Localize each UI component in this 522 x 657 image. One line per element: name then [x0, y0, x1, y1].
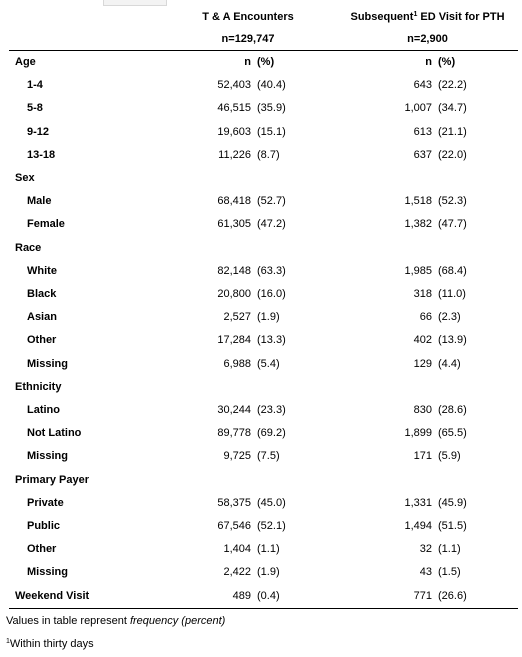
row-label: Not Latino [27, 427, 82, 440]
row-label: Asian [27, 311, 57, 324]
row-label: Public [27, 520, 61, 533]
n-header: n [244, 56, 251, 68]
row-label: White [27, 264, 57, 277]
cell-p1: (52.1) [257, 520, 286, 533]
cell-p1: (52.7) [257, 195, 286, 208]
table-row [9, 445, 518, 468]
cell-p1: (45.0) [257, 496, 286, 509]
table-row [9, 190, 518, 213]
cell-n2: 1,331 [404, 496, 433, 509]
group-label: Ethnicity [15, 380, 62, 393]
cell-p1: (16.0) [257, 288, 286, 301]
table-row [9, 260, 518, 283]
group-label: Primary Payer [15, 473, 89, 486]
cell-p2: (51.5) [438, 520, 467, 533]
group-row-primary-payer [9, 469, 518, 492]
header-row-titles [9, 6, 518, 28]
cell-n1: 52,403 [217, 79, 251, 92]
cell-n1: 489 [159, 585, 251, 609]
cell-n1: 89,778 [217, 427, 251, 440]
col2-title: Subsequent$^1$ ED Visit for PTH [350, 11, 505, 23]
cell-p2: (28.6) [438, 404, 467, 417]
cell-n2: 66 [419, 311, 433, 324]
pct-header: (%) [438, 56, 456, 68]
cell-n1: 17,284 [217, 334, 251, 347]
group-label: Age [15, 56, 36, 68]
cell-n1: 1,404 [223, 543, 251, 556]
col1-title: T & A Encounters [202, 11, 294, 23]
table-row [9, 515, 518, 538]
cell-n1: 19,603 [217, 125, 251, 138]
cell-p1: (15.1) [257, 125, 286, 138]
row-label: Private [27, 496, 64, 509]
cell-p2: (22.2) [438, 79, 467, 92]
row-label: 13-18 [27, 148, 56, 161]
pct-header: (%) [257, 56, 275, 68]
cell-p2: (22.0) [438, 148, 467, 161]
cell-p2: (34.7) [438, 102, 467, 115]
table-row [9, 213, 518, 236]
cell-p1: (1.9) [257, 311, 280, 324]
cell-n1: 68,418 [217, 195, 251, 208]
table-row [9, 144, 518, 167]
cell-p2: (45.9) [438, 496, 467, 509]
table-row [9, 538, 518, 561]
row-label: Male [27, 195, 52, 208]
table-row [9, 121, 518, 144]
cell-n1: 9,725 [223, 450, 251, 463]
cell-p2: (68.4) [438, 264, 467, 277]
footnote-values: Values in table represent frequency (percent) [6, 615, 226, 627]
cell-p1: (23.3) [257, 404, 286, 417]
cell-n1: 30,244 [217, 404, 251, 417]
group-row-age [9, 51, 518, 75]
row-label: Latino [27, 404, 60, 417]
cell-p1: (1.1) [257, 543, 280, 556]
cell-p1: (47.2) [257, 218, 286, 231]
group-label: Sex [15, 172, 35, 185]
table-row-weekend-visit [9, 585, 518, 609]
cell-p1: (69.2) [257, 427, 286, 440]
cell-p2: (11.0) [438, 288, 466, 301]
demographics-table [9, 6, 518, 609]
group-label: Race [15, 241, 42, 254]
table-row [9, 306, 518, 329]
cell-p2: (26.6) [432, 585, 518, 609]
cell-n2: 643 [413, 79, 433, 92]
cell-p2: (52.3) [438, 195, 467, 208]
row-label: Female [27, 218, 65, 231]
row-label: Missing [27, 357, 68, 370]
cell-n1: 67,546 [217, 520, 251, 533]
row-label: Missing [27, 450, 68, 463]
cell-p2: (1.5) [438, 566, 461, 579]
cell-n1: 46,515 [217, 102, 251, 115]
cell-n1: 2,527 [223, 311, 251, 324]
cell-n1: 2,422 [223, 566, 251, 579]
cell-n2: 318 [413, 288, 433, 301]
n-header: n [425, 56, 433, 68]
cell-n1: 58,375 [217, 496, 251, 509]
row-label: 5-8 [27, 102, 43, 115]
cell-p2: (47.7) [438, 218, 467, 231]
table-row [9, 329, 518, 352]
cell-n1: 82,148 [217, 264, 251, 277]
row-label: 1-4 [27, 79, 43, 92]
cell-n2: 32 [419, 543, 433, 556]
cell-p2: (13.9) [438, 334, 467, 347]
cell-n2: 171 [413, 450, 433, 463]
cell-n1: 6,988 [223, 357, 251, 370]
cell-n2: 830 [413, 404, 433, 417]
group-row-race [9, 237, 518, 260]
row-label: Missing [27, 566, 68, 579]
cell-n2: 1,382 [404, 218, 433, 231]
col2-n: n=2,900 [337, 28, 518, 51]
footnote-marker: 1 [413, 11, 418, 18]
cell-n2: 613 [413, 125, 433, 138]
cell-p2: (4.4) [438, 357, 461, 370]
cell-p1: (5.4) [257, 357, 280, 370]
cell-n2: 1,518 [404, 195, 433, 208]
cell-n2: 771 [337, 585, 432, 609]
row-label: Other [27, 543, 57, 556]
header-row-counts [9, 28, 518, 51]
table-row [9, 492, 518, 515]
cell-n1: 11,226 [218, 148, 251, 161]
row-label: 9-12 [27, 125, 50, 138]
cell-n2: 1,494 [404, 520, 433, 533]
cell-n1: 61,305 [217, 218, 251, 231]
cell-p2: (21.1) [438, 125, 467, 138]
table-row [9, 74, 518, 97]
cell-p2: (65.5) [438, 427, 467, 440]
table-row [9, 283, 518, 306]
table-row [9, 97, 518, 120]
cell-p1: (7.5) [257, 450, 280, 463]
col1-n: n=129,747 [159, 28, 337, 51]
cell-n2: 402 [413, 334, 433, 347]
table-row [9, 561, 518, 584]
cell-p2: (2.3) [438, 311, 461, 324]
row-label: Weekend Visit [9, 585, 159, 609]
cell-n2: 637 [413, 148, 433, 161]
cell-p1: (1.9) [257, 566, 280, 579]
group-row-ethnicity [9, 376, 518, 399]
cell-n2: 43 [419, 566, 433, 579]
cell-p1: (0.4) [251, 585, 337, 609]
cell-p1: (63.3) [257, 264, 286, 277]
table-row [9, 353, 518, 376]
table-row [9, 422, 518, 445]
row-label: Other [27, 334, 57, 347]
cell-p2: (1.1) [438, 543, 461, 556]
cell-p1: (8.7) [257, 148, 280, 161]
cell-p2: (5.9) [438, 450, 461, 463]
cell-p1: (40.4) [257, 79, 286, 92]
cell-n2: 129 [413, 357, 433, 370]
group-row-sex [9, 167, 518, 190]
cell-n2: 1,007 [404, 102, 433, 115]
footnote-within-thirty-days: $^1$Within thirty days [6, 638, 94, 650]
cell-p1: (35.9) [257, 102, 286, 115]
cell-n1: 20,800 [217, 288, 251, 301]
row-label: Black [27, 288, 57, 301]
cell-n2: 1,899 [404, 427, 433, 440]
cell-n2: 1,985 [404, 264, 433, 277]
cell-p1: (13.3) [257, 334, 286, 347]
table-row [9, 399, 518, 422]
